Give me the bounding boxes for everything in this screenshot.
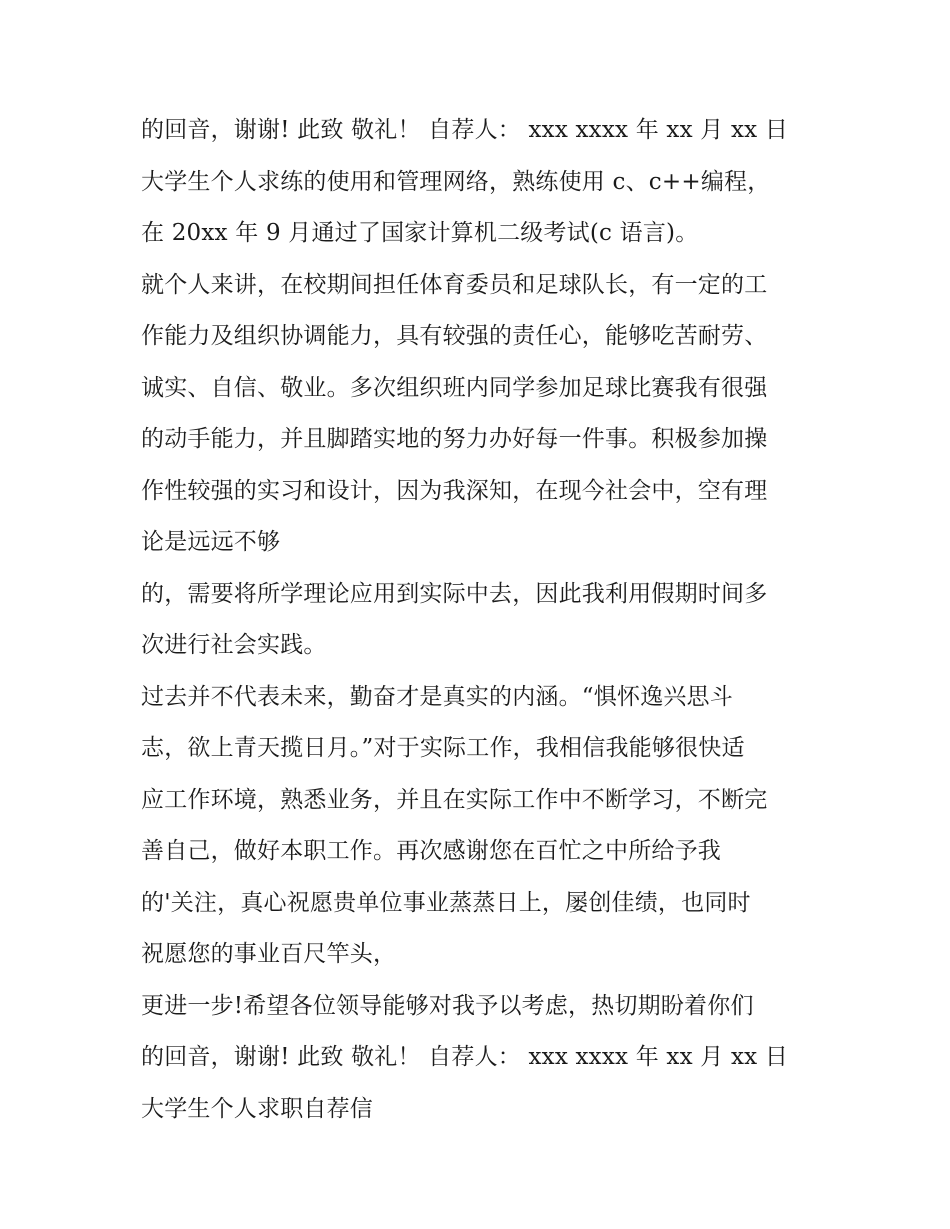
text-line: 祝愿您的事业百尺竿头，: [141, 941, 397, 967]
text-line: 的，需要将所学理论应用到实际中去，因此我利用假期时间多: [141, 580, 768, 607]
text-line: 的回音，谢谢! 此致 敬礼！ 自荐人： xxx xxxx 年 xx 月 xx 日: [141, 1044, 789, 1070]
text-line: 诚实、自信、敬业。多次组织班内同学参加足球比赛我有很强: [141, 374, 768, 401]
text-line: 的回音，谢谢! 此致 敬礼！ 自荐人： xxx xxxx 年 xx 月 xx 日: [141, 117, 789, 143]
text-line: 过去并不代表未来，勤奋才是真实的内涵。“惧怀逸兴思斗: [141, 683, 733, 710]
text-line: 大学生个人求职自荐信: [141, 1095, 373, 1122]
text-line: 善自己，做好本职工作。再次感谢您在百忙之中所给予我: [141, 838, 721, 864]
text-line: 志，欲上青天揽日月。”对于实际工作，我相信我能够很快适: [141, 735, 745, 761]
text-line: 作能力及组织协调能力，具有较强的责任心，能够吃苦耐劳、: [141, 323, 768, 349]
text-line: 大学生个人求练的使用和管理网络，熟练使用 c、c++编程，: [141, 168, 771, 195]
text-line: 就个人来讲，在校期间担任体育委员和足球队长，有一定的工: [141, 271, 768, 298]
text-line: 论是远远不够: [141, 529, 281, 555]
text-line: 的'关注，真心祝愿贵单位事业蒸蒸日上，屡创佳绩，也同时: [141, 889, 751, 916]
document-body: [141, 107, 821, 1137]
text-line: 次进行社会实践。: [141, 632, 327, 658]
text-line: 更进一步!希望各位领导能够对我予以考虑，热切期盼着你们: [141, 992, 754, 1019]
text-line: 的动手能力，并且脚踏实地的努力办好每一件事。积极参加操: [141, 426, 768, 452]
text-line: 在 20xx 年 9 月通过了国家计算机二级考试(c 语言)。: [141, 220, 699, 246]
text-line: 作性较强的实习和设计，因为我深知，在现今社会中，空有理: [141, 477, 768, 504]
text-line: 应工作环境，熟悉业务，并且在实际工作中不断学习，不断完: [141, 786, 768, 813]
